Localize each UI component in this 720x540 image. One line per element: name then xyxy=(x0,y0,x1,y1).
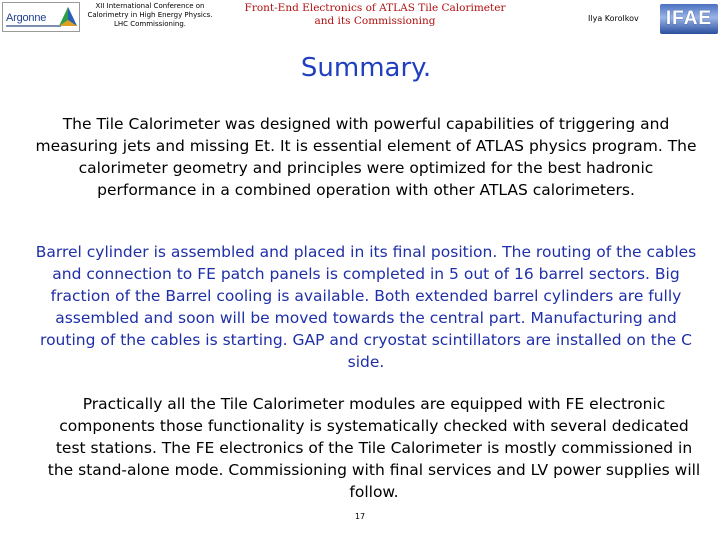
page-number: 17 xyxy=(354,512,366,521)
argonne-logo-underline xyxy=(6,25,61,27)
slide-heading: Summary. xyxy=(300,53,432,83)
summary-paragraph-1: The Tile Calorimeter was designed with powerful capabilities of triggering and measuring jets and missing Et. It is essential element of ATLAS physics program. The calorimeter geometry and principles were optimized for the best hadronic performance in a combined operation with other ATLAS calorimeters. xyxy=(35,115,697,199)
summary-paragraph-3: Practically all the Tile Calorimeter modules are equipped with FE electronic components those functionality is systematically checked with several dedicated test stations. The FE electronics of the Tile Calorimeter is mostly commissioned in the stand-alone mode. Commissioning with final services and LV power supplies will follow. xyxy=(47,395,701,501)
summary-paragraph-2: Barrel cylinder is assembled and placed in its final position. The routing of the cables and connection to FE patch panels is completed in 5 out of 16 barrel sectors. Big fraction of the Barrel cooling is available. Both extended barrel cylinders are fully assembled and soon will be moved towards the central part. Manufacturing and routing of the cables is starting. GAP and cryostat scintillators are installed on the C side. xyxy=(35,243,697,371)
talk-title: Front-End Electronics of ATLAS Tile Calorimeter and its Commissioning xyxy=(244,2,506,27)
conference-name: XII International Conference on Calorimetry in High Energy Physics. LHC Commissioning. xyxy=(87,2,213,28)
argonne-logo xyxy=(2,2,80,32)
slide-header xyxy=(0,0,720,36)
ifae-logo xyxy=(660,4,718,34)
argonne-logo-text: Argonne xyxy=(6,12,47,24)
argonne-triangle-icon xyxy=(58,6,78,28)
author-name: Ilya Korolkov xyxy=(588,14,639,23)
ifae-logo-text: IFAE xyxy=(665,8,713,29)
